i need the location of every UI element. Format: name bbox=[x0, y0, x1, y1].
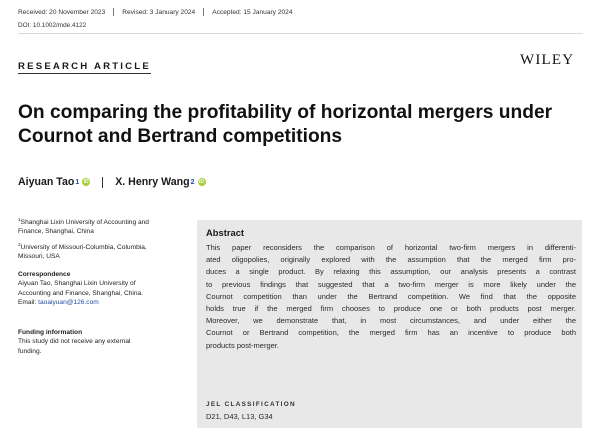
correspondence-email bbox=[18, 298, 188, 307]
affiliations-column bbox=[18, 216, 188, 355]
author-affiliation-marker: 1 bbox=[75, 178, 80, 186]
affiliation-line: Missouri, USA bbox=[18, 253, 60, 261]
affiliation-line: Finance, Shanghai, China bbox=[18, 228, 94, 236]
orcid-icon[interactable]: iD bbox=[83, 179, 89, 185]
correspondence-line: Accounting and Finance, Shanghai, China. bbox=[18, 289, 144, 297]
abstract-box bbox=[197, 220, 582, 428]
author-name[interactable]: X. Henry Wang bbox=[115, 176, 190, 188]
abstract-line: holds true if the merged firm chooses to produce one or both products post merger. bbox=[206, 304, 576, 314]
title-line: On comparing the profitability of horizontal mergers under bbox=[18, 102, 553, 123]
publisher-logo: WILEY bbox=[520, 52, 575, 68]
author-name[interactable]: Aiyuan Tao bbox=[18, 176, 75, 188]
funding-block bbox=[18, 328, 188, 356]
author-list bbox=[18, 176, 206, 188]
affiliation-line: University of Missouri-Columbia, Columbia, bbox=[20, 243, 147, 251]
abstract-line: This paper reconsiders the comparison of horizontal two-firm mergers in differenti- bbox=[206, 243, 576, 252]
correspondence-line: Aiyuan Tao, Shanghai Lixin University of bbox=[18, 280, 136, 288]
correspondence-block bbox=[18, 270, 188, 307]
date-separator bbox=[203, 8, 204, 16]
received-date: Received: 20 November 2023 bbox=[18, 8, 106, 16]
author-affiliation-marker: 2 bbox=[190, 178, 195, 186]
affiliation bbox=[18, 216, 188, 237]
jel-codes: D21, D43, L13, G34 bbox=[206, 412, 273, 421]
affiliation bbox=[18, 241, 188, 262]
section-label: RESEARCH ARTICLE bbox=[18, 61, 151, 72]
abstract-line: Moreover, we demonstrate that, in most circumstances, and under either the bbox=[206, 316, 576, 326]
jel-heading: JEL CLASSIFICATION bbox=[206, 401, 296, 408]
affiliation-line: Shanghai Lixin University of Accounting and bbox=[20, 219, 149, 227]
article-title bbox=[18, 101, 578, 149]
author-divider bbox=[102, 177, 103, 188]
article-dates bbox=[18, 8, 578, 16]
affiliation-marker: 1 bbox=[18, 218, 21, 223]
abstract-heading: Abstract bbox=[206, 227, 245, 238]
funding-heading: Funding information bbox=[18, 329, 83, 336]
doi-link[interactable]: DOI: 10.1002/mde.4122 bbox=[18, 22, 87, 29]
date-separator bbox=[113, 8, 114, 16]
accepted-date: Accepted: 15 January 2024 bbox=[212, 8, 293, 16]
title-line: Cournot and Bertrand competitions bbox=[18, 126, 343, 147]
email-label: Email: bbox=[18, 298, 37, 306]
header-rule bbox=[18, 33, 583, 34]
revised-date: Revised: 3 January 2024 bbox=[122, 8, 196, 16]
abstract-line: products post-merger. bbox=[206, 340, 279, 350]
abstract-line: duces a single product. By relaxing this assumption, our analysis presents a contrast bbox=[206, 267, 576, 277]
abstract-line: to previous findings that suggested that a two-firm merger is more likely under the bbox=[206, 279, 576, 289]
abstract-line: Cournot competition than under the Bertrand competition. We find that the opposite bbox=[206, 291, 576, 301]
abstract-text bbox=[206, 242, 576, 352]
abstract-line: ated oligopolies, originally explored with the assumption that the merged firm pro- bbox=[206, 255, 576, 265]
affiliation-marker: 2 bbox=[18, 242, 21, 248]
email-link[interactable]: taoaiyuan@126.com bbox=[38, 298, 99, 306]
abstract-line: Cournot or Bertrand competition, the merged firm has an incentive to produce both bbox=[206, 328, 576, 338]
funding-line: funding. bbox=[18, 347, 42, 355]
funding-line: This study did not receive any external bbox=[18, 338, 131, 346]
correspondence-heading: Correspondence bbox=[18, 271, 71, 278]
orcid-icon[interactable]: iD bbox=[199, 179, 204, 185]
